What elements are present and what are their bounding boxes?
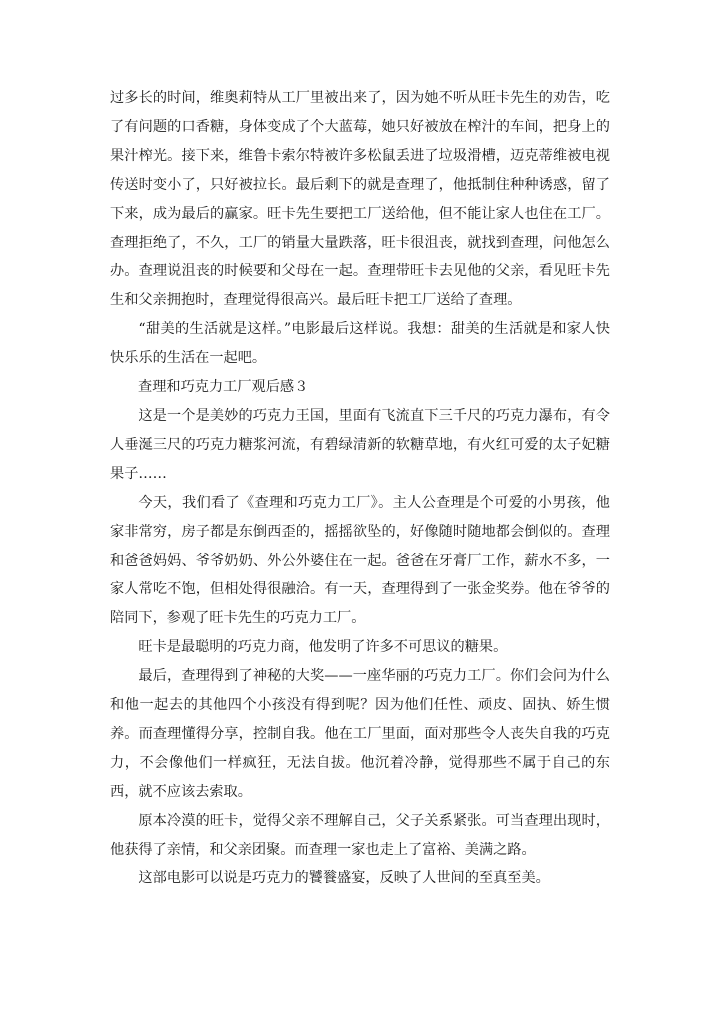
section-heading: 查理和巧克力工厂观后感３ [138, 379, 309, 396]
paragraph-chocolate-kingdom: 这是一个是美妙的巧克力王国，里面有飞流直下三千尺的巧克力瀑布，有令人垂涎三尺的巧克力糖浆河流，有碧绿清新的软糖草地，有火红可爱的太子妃糖果子…… [110, 407, 610, 482]
paragraph-wonka-father: 原本冷漠的旺卡，觉得父亲不理解自己，父子关系紧张。可当查理出现时，他获得了亲情，和父亲团聚。而查理一家也走上了富裕、美满之路。 [110, 812, 610, 858]
paragraph-story-summary: 过多长的时间，维奥莉特从工厂里被出来了，因为她不听从旺卡先生的劝告，吃了有问题的口香糖，身体变成了个大蓝莓，她只好被放在榨汁的车间，把身上的果汁榨光。接下来，维鲁卡索尔特被许多松鼠丢进了垃圾滑槽，迈克蒂维被电视传送时变小了，只好被拉长。最后剩下的就是查理了，他抵制住种种诱惑，留了下来，成为最后的赢家。旺卡先生要把工厂送给他，但不能让家人也住在工厂。查理拒绝了，不久，工厂的销量大量跌落，旺卡很沮丧，就找到查理，问他怎么办。查理说沮丧的时候要和父母在一起。查理带旺卡去见他的父亲，看见旺卡先生和父亲拥抱时，查理觉得很高兴。最后旺卡把工厂送给了查理。 [110, 90, 610, 309]
paragraph-today-movie: 今天，我们看了《查理和巧克力工厂》。主人公查理是个可爱的小男孩，他家非常穷，房子都是东倒西歪的，摇摇欲坠的，好像随时随地都会倒似的。查理和爸爸妈妈、爷爷奶奶、外公外婆住在一起。爸爸在牙膏厂工作，薪水不多，一家人常吃不饱，但相处得很融洽。有一天，查理得到了一张金奖券。他在爷爷的陪同下，参观了旺卡先生的巧克力工厂。 [110, 494, 610, 627]
paragraph-wonka-smartest: 旺卡是最聪明的巧克力商，他发明了许多不可思议的糖果。 [138, 639, 508, 656]
paragraph-sweet-life-quote: “甜美的生活就是这样。”电影最后这样说。我想：甜美的生活就是和家人快快乐乐的生活在一起吧。 [110, 321, 610, 367]
document-page [110, 84, 610, 893]
paragraph-conclusion: 这部电影可以说是巧克力的饕餮盛宴，反映了人世间的至真至美。 [138, 870, 550, 887]
paragraph-charlie-prize: 最后，查理得到了神秘的大奖——一座华丽的巧克力工厂。你们会问为什么和他一起去的其他四个小孩没有得到呢？因为他们任性、顽皮、固执、娇生惯养。而查理懂得分享，控制自我。他在工厂里面，面对那些令人丧失自我的巧克力，不会像他们一样疯狂，无法自拔。他沉着冷静，觉得那些不属于自己的东西，就不应该去索取。 [110, 668, 610, 800]
